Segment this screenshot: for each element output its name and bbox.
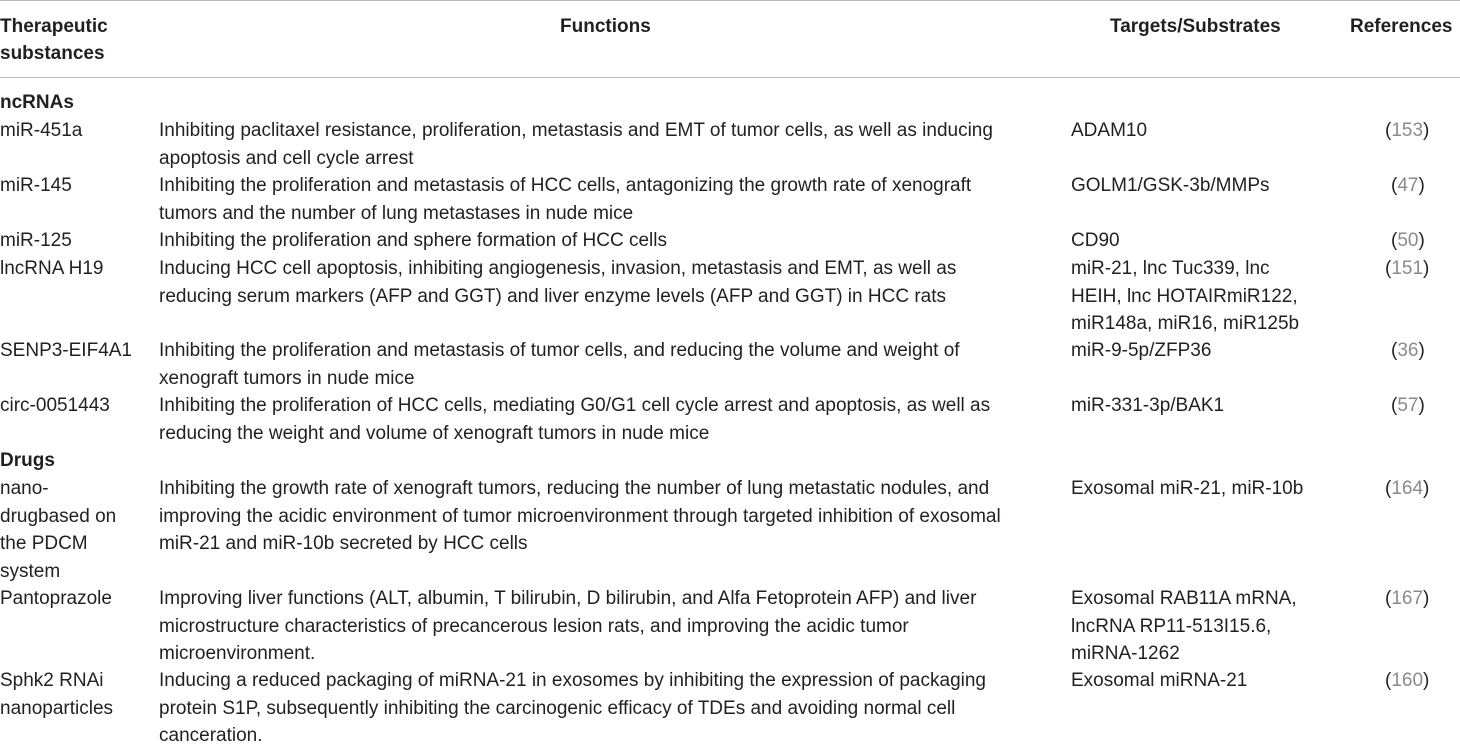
row-substance-line: miR-451a — [0, 120, 83, 141]
reference-link[interactable]: 164 — [1391, 478, 1424, 499]
row-functions-line: Inducing a reduced packaging of miRNA-21 in exosomes by inhibiting the expression of packaging — [159, 670, 986, 691]
row-targets — [1071, 117, 1147, 145]
table-header-rule — [0, 77, 1460, 78]
reference-link[interactable]: 160 — [1391, 670, 1424, 691]
row-reference[interactable]: (50) — [1391, 230, 1425, 251]
row-functions — [159, 585, 976, 668]
row-targets — [1071, 392, 1224, 420]
row-targets — [1071, 337, 1211, 365]
row-targets — [1071, 585, 1297, 668]
row-targets-line: CD90 — [1071, 230, 1120, 251]
row-substance-line: nanoparticles — [0, 697, 114, 719]
row-functions-line: microenvironment. — [159, 643, 316, 664]
row-functions-line: Inhibiting paclitaxel resistance, proliferation, metastasis and EMT of tumor cells, as well as inducing — [159, 120, 993, 141]
row-functions-line: Inhibiting the proliferation and metastasis of HCC cells, antagonizing the growth rate of xenograft — [159, 175, 972, 196]
row-substance-line: Sphk2 RNAi — [0, 670, 104, 691]
row-substance — [0, 255, 104, 283]
row-targets-line: miRNA-1262 — [1071, 643, 1180, 664]
row-functions-line: microstructure characteristics of precancerous lesion rats, and improving the acidic tumor — [159, 615, 909, 637]
row-reference[interactable]: (167) — [1385, 588, 1430, 609]
row-functions-line: Inhibiting the proliferation and sphere formation of HCC cells — [159, 230, 667, 251]
row-functions — [159, 392, 990, 447]
row-functions-line: protein S1P, subsequently inhibiting the carcinogenic efficacy of TDEs and avoiding normal cell — [159, 697, 956, 719]
reference-link[interactable]: 47 — [1397, 175, 1419, 196]
row-targets — [1071, 172, 1270, 200]
row-functions-line: reducing serum markers (AFP and GGT) and liver enzyme levels (AFP and GGT) in HCC rats — [159, 285, 946, 307]
row-substance — [0, 475, 116, 585]
row-targets-line: GOLM1/GSK-3b/MMPs — [1071, 175, 1270, 196]
row-targets-line: lncRNA RP11-513I15.6, — [1071, 615, 1272, 637]
row-targets — [1071, 227, 1120, 255]
row-substance-line: miR-125 — [0, 230, 72, 251]
row-targets-line: ADAM10 — [1071, 120, 1148, 141]
row-substance — [0, 172, 72, 200]
row-reference[interactable]: (164) — [1385, 478, 1430, 499]
row-targets-line: Exosomal RAB11A mRNA, — [1071, 588, 1297, 609]
row-targets-line: miR148a, miR16, miR125b — [1071, 313, 1300, 334]
row-functions-line: Improving liver functions (ALT, albumin, T bilirubin, D bilirubin, and Alfa Fetoprotein AFP) and liver — [159, 588, 977, 609]
header-substance-line: Therapeutic — [0, 16, 108, 37]
reference-link[interactable]: 36 — [1397, 340, 1419, 361]
row-reference[interactable]: (153) — [1385, 120, 1430, 141]
row-substance — [0, 227, 72, 255]
row-substance — [0, 585, 112, 613]
row-functions — [159, 475, 1001, 558]
row-targets — [1071, 475, 1303, 503]
section-heading-ncrnas: ncRNAs — [0, 92, 74, 113]
header-substance-line: substances — [0, 43, 105, 64]
row-functions-line: xenograft tumors in nude mice — [159, 367, 415, 389]
row-substance-line: circ-0051443 — [0, 395, 110, 416]
header-substance — [0, 13, 108, 67]
row-substance-line: Pantoprazole — [0, 588, 112, 609]
header-targets: Targets/Substrates — [1110, 16, 1281, 37]
row-functions-line: Inducing HCC cell apoptosis, inhibiting angiogenesis, invasion, metastasis and EMT, as well as — [159, 258, 957, 279]
row-functions-line: apoptosis and cell cycle arrest — [159, 147, 414, 169]
reference-link[interactable]: 57 — [1397, 395, 1419, 416]
row-functions-line: Inhibiting the proliferation of HCC cells, mediating G0/G1 cell cycle arrest and apoptosis, as well as — [159, 395, 991, 416]
reference-link[interactable]: 167 — [1391, 588, 1424, 609]
row-functions-line: Inhibiting the growth rate of xenograft tumors, reducing the number of lung metastatic nodules, and — [159, 478, 990, 499]
row-substance — [0, 667, 113, 722]
row-targets — [1071, 255, 1299, 338]
row-substance-line: miR-145 — [0, 175, 72, 196]
row-reference[interactable]: (151) — [1385, 258, 1430, 279]
row-functions — [159, 255, 956, 310]
row-functions — [159, 337, 960, 392]
section-heading-drugs: Drugs — [0, 450, 55, 471]
row-functions-line: miR-21 and miR-10b secreted by HCC cells — [159, 533, 528, 554]
row-functions-line: canceration. — [159, 725, 263, 746]
row-substance-line: nano- — [0, 478, 49, 499]
row-substance — [0, 117, 82, 145]
row-functions-line: Inhibiting the proliferation and metastasis of tumor cells, and reducing the volume and weight of — [159, 340, 960, 361]
row-targets — [1071, 667, 1247, 695]
row-targets-line: HEIH, lnc HOTAIRmiR122, — [1071, 285, 1298, 307]
row-functions — [159, 227, 667, 255]
row-substance-line: lncRNA H19 — [0, 258, 104, 279]
row-targets-line: miR-9-5p/ZFP36 — [1071, 340, 1212, 361]
row-substance-line: SENP3-EIF4A1 — [0, 340, 132, 361]
row-substance-line: drugbased on — [0, 505, 117, 527]
header-references: References — [1350, 16, 1453, 37]
row-targets-line: miR-21, lnc Tuc339, lnc — [1071, 258, 1270, 279]
row-functions-line: tumors and the number of lung metastases in nude mice — [159, 202, 634, 224]
table-top-rule — [0, 0, 1460, 1]
reference-link[interactable]: 153 — [1391, 120, 1424, 141]
reference-link[interactable]: 151 — [1391, 258, 1424, 279]
row-functions — [159, 172, 971, 227]
row-targets-line: miR-331-3p/BAK1 — [1071, 395, 1225, 416]
row-functions — [159, 667, 986, 750]
row-targets-line: Exosomal miR-21, miR-10b — [1071, 478, 1304, 499]
row-targets-line: Exosomal miRNA-21 — [1071, 670, 1248, 691]
header-functions: Functions — [560, 16, 651, 37]
row-functions-line: improving the acidic environment of tumor microenvironment through targeted inhibition of exosomal — [159, 505, 1001, 527]
row-reference[interactable]: (47) — [1391, 175, 1425, 196]
row-reference[interactable]: (57) — [1391, 395, 1425, 416]
row-functions — [159, 117, 993, 172]
row-reference[interactable]: (36) — [1391, 340, 1425, 361]
row-substance-line: the PDCM — [0, 533, 88, 554]
row-functions-line: reducing the weight and volume of xenograft tumors in nude mice — [159, 422, 710, 444]
row-substance — [0, 392, 110, 420]
row-reference[interactable]: (160) — [1385, 670, 1430, 691]
reference-link[interactable]: 50 — [1397, 230, 1419, 251]
row-substance — [0, 337, 132, 365]
row-substance-line: system — [0, 560, 61, 582]
